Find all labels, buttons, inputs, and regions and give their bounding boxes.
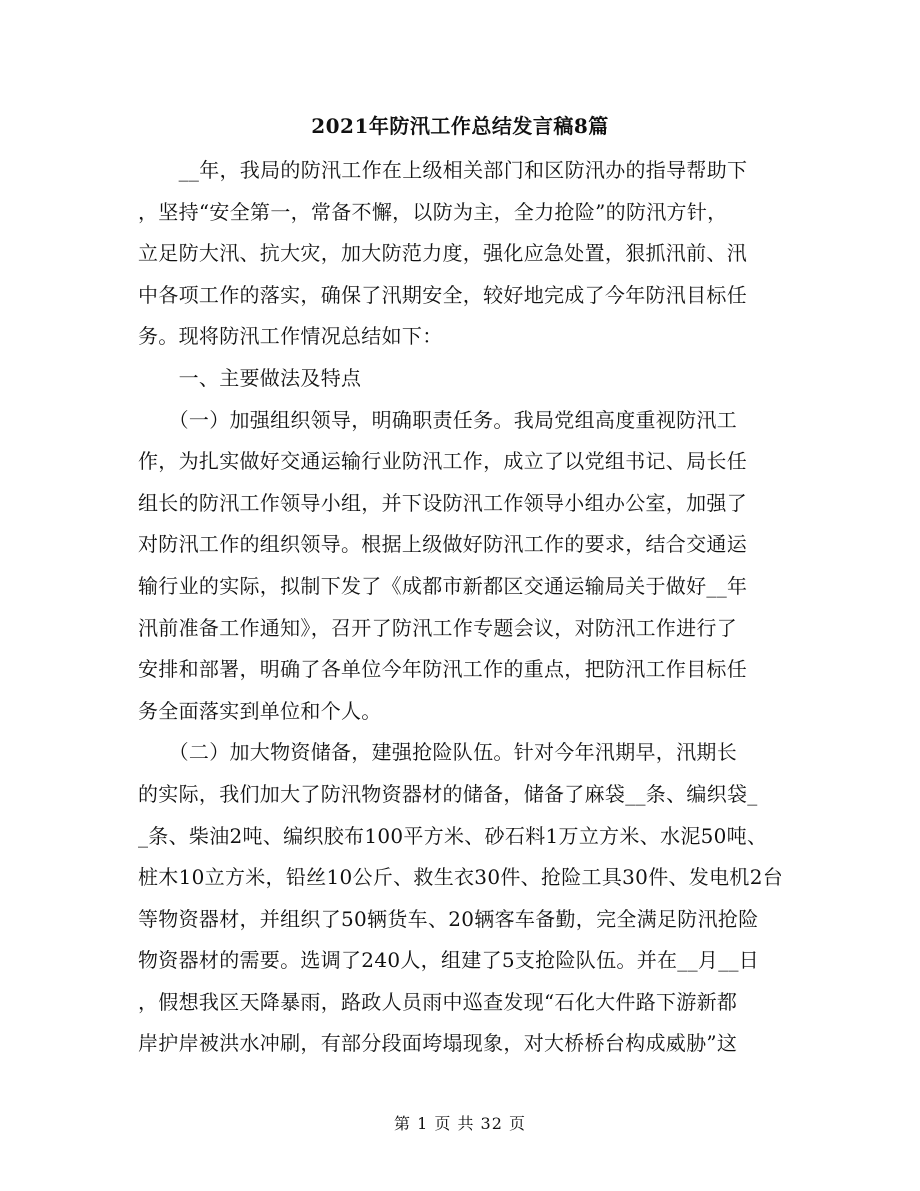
body-line: __年，我局的防汛工作在上级相关部门和区防汛办的指导帮助下 (138, 158, 748, 182)
body-line: 桩木10立方米，铅丝10公斤、救生衣30件、抢险工具30件、发电机2台 (138, 865, 783, 890)
body-line: （二）加大物资储备，建强抢险队伍。针对今年汛期早，汛期长 (138, 740, 737, 765)
body-line: 立足防大汛、抗大灾，加大防范力度，强化应急处置，狠抓汛前、汛 (138, 241, 747, 266)
document-title: 2021年防汛工作总结发言稿8篇 (311, 114, 609, 138)
body-line: 的实际，我们加大了防汛物资器材的储备，储备了麻袋__条、编织袋_ (138, 781, 758, 806)
body-line: 等物资器材，并组织了50辆货车、20辆客车备勤，完全满足防汛抢险 (138, 906, 759, 931)
body-line: _条、柴油2吨、编织胶布100平方米、砂石料1万立方米、水泥50吨、 (138, 823, 768, 848)
body-line: 岸护岸被洪水冲刷，有部分段面垮塌现象，对大桥桥台构成威胁”这 (138, 1031, 738, 1056)
body-line: （一）加强组织领导，明确职责任务。我局党组高度重视防汛工 (138, 407, 737, 432)
body-line: 务全面落实到单位和个人。 (138, 698, 382, 723)
document-body (138, 150, 783, 1065)
body-line: 作，为扎实做好交通运输行业防汛工作，成立了以党组书记、局长任 (138, 449, 747, 474)
body-line: 对防汛工作的组织领导。根据上级做好防汛工作的要求，结合交通运 (138, 532, 747, 557)
body-line: 务。现将防汛工作情况总结如下： (138, 324, 443, 349)
section-heading: 一、主要做法及特点 (138, 365, 362, 390)
body-line: ，假想我区天降暴雨，路政人员雨中巡查发现“石化大件路下游新都 (138, 989, 738, 1014)
body-line: 输行业的实际，拟制下发了《成都市新都区交通运输局关于做好__年 (138, 573, 748, 598)
page-footer: 第 1 页 共 32 页 (394, 1114, 526, 1133)
body-line: 汛前准备工作通知》，召开了防汛工作专题会议，对防汛工作进行了 (138, 615, 737, 640)
body-line: 安排和部署，明确了各单位今年防汛工作的重点，把防汛工作目标任 (138, 657, 747, 682)
body-line: 物资器材的需要。选调了240人，组建了5支抢险队伍。并在__月__日 (138, 948, 760, 973)
body-line: 组长的防汛工作领导小组，并下设防汛工作领导小组办公室，加强了 (138, 490, 747, 515)
body-line: 中各项工作的落实，确保了汛期安全，较好地完成了今年防汛目标任 (138, 282, 747, 307)
body-line: ，坚持“安全第一，常备不懈，以防为主，全力抢险”的防汛方针， (138, 199, 728, 224)
